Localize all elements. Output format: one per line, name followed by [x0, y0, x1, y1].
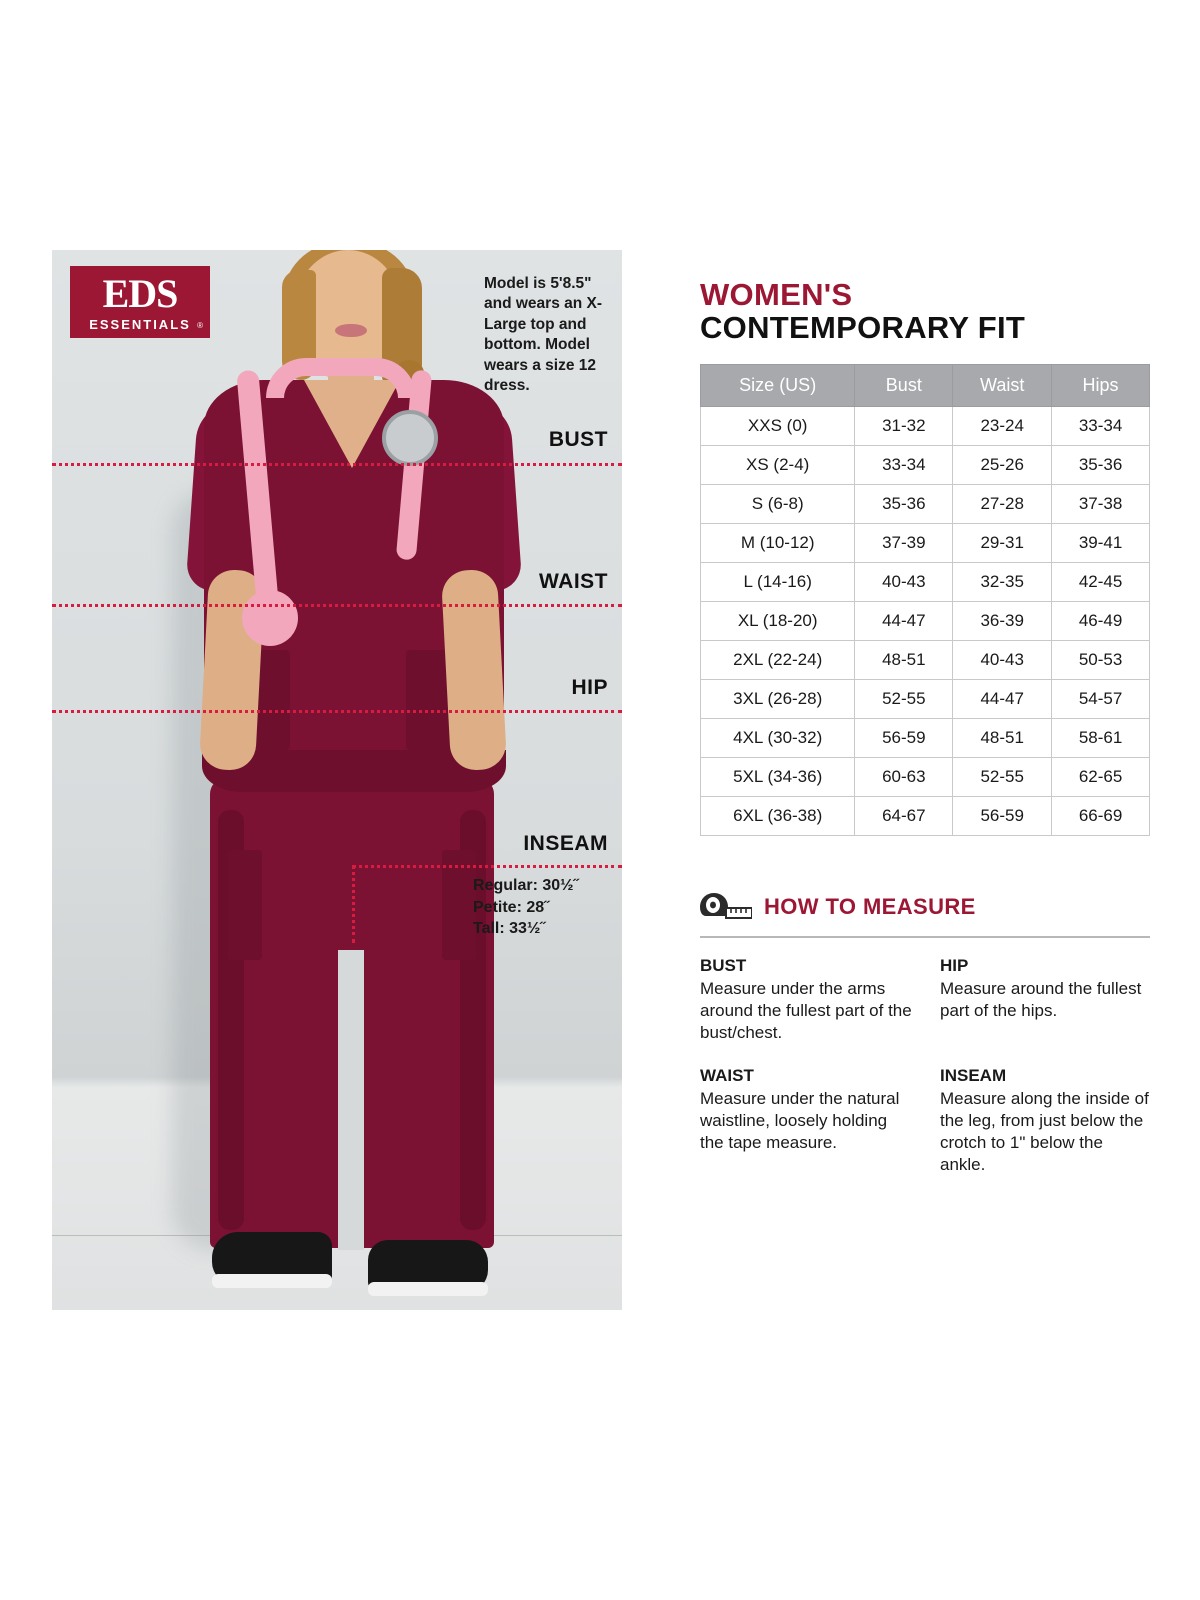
table-row — [701, 484, 1150, 523]
cell-size: 3XL (26-28) — [701, 679, 855, 718]
cell-measurement: 58-61 — [1052, 718, 1150, 757]
guide-line-hip — [52, 710, 622, 713]
guide-line-inseam — [352, 865, 622, 868]
inseam-tall: Tall: 33½˝ — [473, 920, 546, 938]
table-row — [701, 445, 1150, 484]
table-row — [701, 523, 1150, 562]
measure-term: HIP — [940, 955, 969, 975]
measure-term: INSEAM — [940, 1065, 1007, 1085]
cell-size: M (10-12) — [701, 523, 855, 562]
cell-measurement: 56-59 — [855, 718, 953, 757]
cell-measurement: 32-35 — [953, 562, 1052, 601]
measure-description: Measure under the arms around the fullest part of the bust/chest. — [700, 978, 912, 1042]
measure-instruction — [940, 956, 1150, 1044]
model-lips — [335, 324, 367, 337]
column-header-hips: Hips — [1052, 364, 1150, 406]
table-row — [701, 601, 1150, 640]
table-row — [701, 757, 1150, 796]
table-row — [701, 640, 1150, 679]
logo-wordmark: EDS — [102, 270, 178, 316]
cell-measurement: 66-69 — [1052, 796, 1150, 835]
cell-measurement: 25-26 — [953, 445, 1052, 484]
column-header-waist: Waist — [953, 364, 1052, 406]
cell-measurement: 27-28 — [953, 484, 1052, 523]
cell-measurement: 60-63 — [855, 757, 953, 796]
guide-line-inseam-vertical — [352, 865, 355, 943]
cell-measurement: 50-53 — [1052, 640, 1150, 679]
cell-size: S (6-8) — [701, 484, 855, 523]
cell-measurement: 39-41 — [1052, 523, 1150, 562]
cell-measurement: 56-59 — [953, 796, 1052, 835]
cell-size: L (14-16) — [701, 562, 855, 601]
guide-label-inseam: INSEAM — [523, 832, 608, 855]
cell-measurement: 35-36 — [855, 484, 953, 523]
cell-measurement: 64-67 — [855, 796, 953, 835]
how-to-measure-header — [700, 890, 1150, 924]
model-arm-right — [441, 569, 507, 772]
cell-size: 4XL (30-32) — [701, 718, 855, 757]
cell-measurement: 48-51 — [953, 718, 1052, 757]
table-row — [701, 679, 1150, 718]
cell-size: 6XL (36-38) — [701, 796, 855, 835]
shoe-right-sole — [368, 1282, 488, 1296]
stethoscope-coil — [242, 590, 298, 646]
cell-measurement: 40-43 — [953, 640, 1052, 679]
cell-measurement: 52-55 — [953, 757, 1052, 796]
model-photo-panel — [52, 250, 622, 1310]
table-row — [701, 796, 1150, 835]
cargo-pocket-left — [228, 850, 262, 960]
measure-instructions-grid — [700, 956, 1150, 1177]
inseam-petite: Petite: 28˝ — [473, 898, 550, 916]
measure-instruction — [700, 956, 940, 1044]
cell-measurement: 62-65 — [1052, 757, 1150, 796]
guide-label-bust: BUST — [548, 428, 608, 451]
logo-subtext: ESSENTIALS — [89, 316, 191, 332]
logo-registered-mark: ® — [197, 321, 203, 330]
cell-measurement: 52-55 — [855, 679, 953, 718]
measure-description: Measure under the natural waistline, loosely holding the tape measure. — [700, 1088, 900, 1153]
model-note: Model is 5'8.5" and wears an X-Large top and bottom. Model wears a size 12 dress. — [484, 275, 603, 395]
guide-line-bust — [52, 463, 622, 466]
pants-leg-gap — [338, 950, 364, 1250]
cell-measurement: 33-34 — [1052, 406, 1150, 445]
measure-term: WAIST — [700, 1065, 754, 1085]
cell-measurement: 23-24 — [953, 406, 1052, 445]
cell-measurement: 44-47 — [953, 679, 1052, 718]
cell-measurement: 37-38 — [1052, 484, 1150, 523]
measure-description: Measure along the inside of the leg, from just below the crotch to 1" below the ankle. — [940, 1088, 1149, 1175]
cell-measurement: 29-31 — [953, 523, 1052, 562]
measure-instruction — [940, 1066, 1150, 1176]
table-row — [701, 406, 1150, 445]
cell-measurement: 40-43 — [855, 562, 953, 601]
column-header-size: Size (US) — [701, 364, 855, 406]
cell-measurement: 35-36 — [1052, 445, 1150, 484]
stethoscope-chestpiece — [382, 410, 438, 466]
cell-measurement: 36-39 — [953, 601, 1052, 640]
tape-measure-icon — [700, 890, 752, 924]
cell-measurement: 31-32 — [855, 406, 953, 445]
page-title-fit: CONTEMPORARY FIT — [700, 310, 1026, 346]
section-divider — [700, 936, 1150, 938]
cell-measurement: 48-51 — [855, 640, 953, 679]
measure-instruction — [700, 1066, 940, 1176]
column-header-bust: Bust — [855, 364, 953, 406]
cell-size: 2XL (22-24) — [701, 640, 855, 679]
cell-measurement: 54-57 — [1052, 679, 1150, 718]
cell-measurement: 46-49 — [1052, 601, 1150, 640]
stethoscope-neckband — [266, 358, 416, 398]
size-chart-panel — [700, 278, 1150, 1176]
cell-measurement: 42-45 — [1052, 562, 1150, 601]
cell-size: XS (2-4) — [701, 445, 855, 484]
shoe-left-sole — [212, 1274, 332, 1288]
page-title-womens: WOMEN'S — [700, 277, 853, 312]
cell-size: XL (18-20) — [701, 601, 855, 640]
measure-description: Measure around the fullest part of the hips. — [940, 978, 1142, 1020]
inseam-regular: Regular: 30½˝ — [473, 877, 579, 894]
table-row — [701, 718, 1150, 757]
size-chart-table — [700, 364, 1150, 836]
cell-measurement: 33-34 — [855, 445, 953, 484]
table-header-row — [701, 364, 1150, 406]
guide-label-hip: HIP — [571, 676, 608, 699]
table-row — [701, 562, 1150, 601]
guide-label-waist: WAIST — [539, 570, 608, 593]
cell-measurement: 44-47 — [855, 601, 953, 640]
measure-term: BUST — [700, 955, 747, 975]
how-to-measure-title: HOW TO MEASURE — [764, 893, 976, 919]
eds-essentials-logo — [70, 266, 210, 338]
cell-measurement: 37-39 — [855, 523, 953, 562]
cell-size: XXS (0) — [701, 406, 855, 445]
inseam-length-list — [473, 875, 608, 940]
cell-size: 5XL (34-36) — [701, 757, 855, 796]
guide-line-waist — [52, 604, 622, 607]
